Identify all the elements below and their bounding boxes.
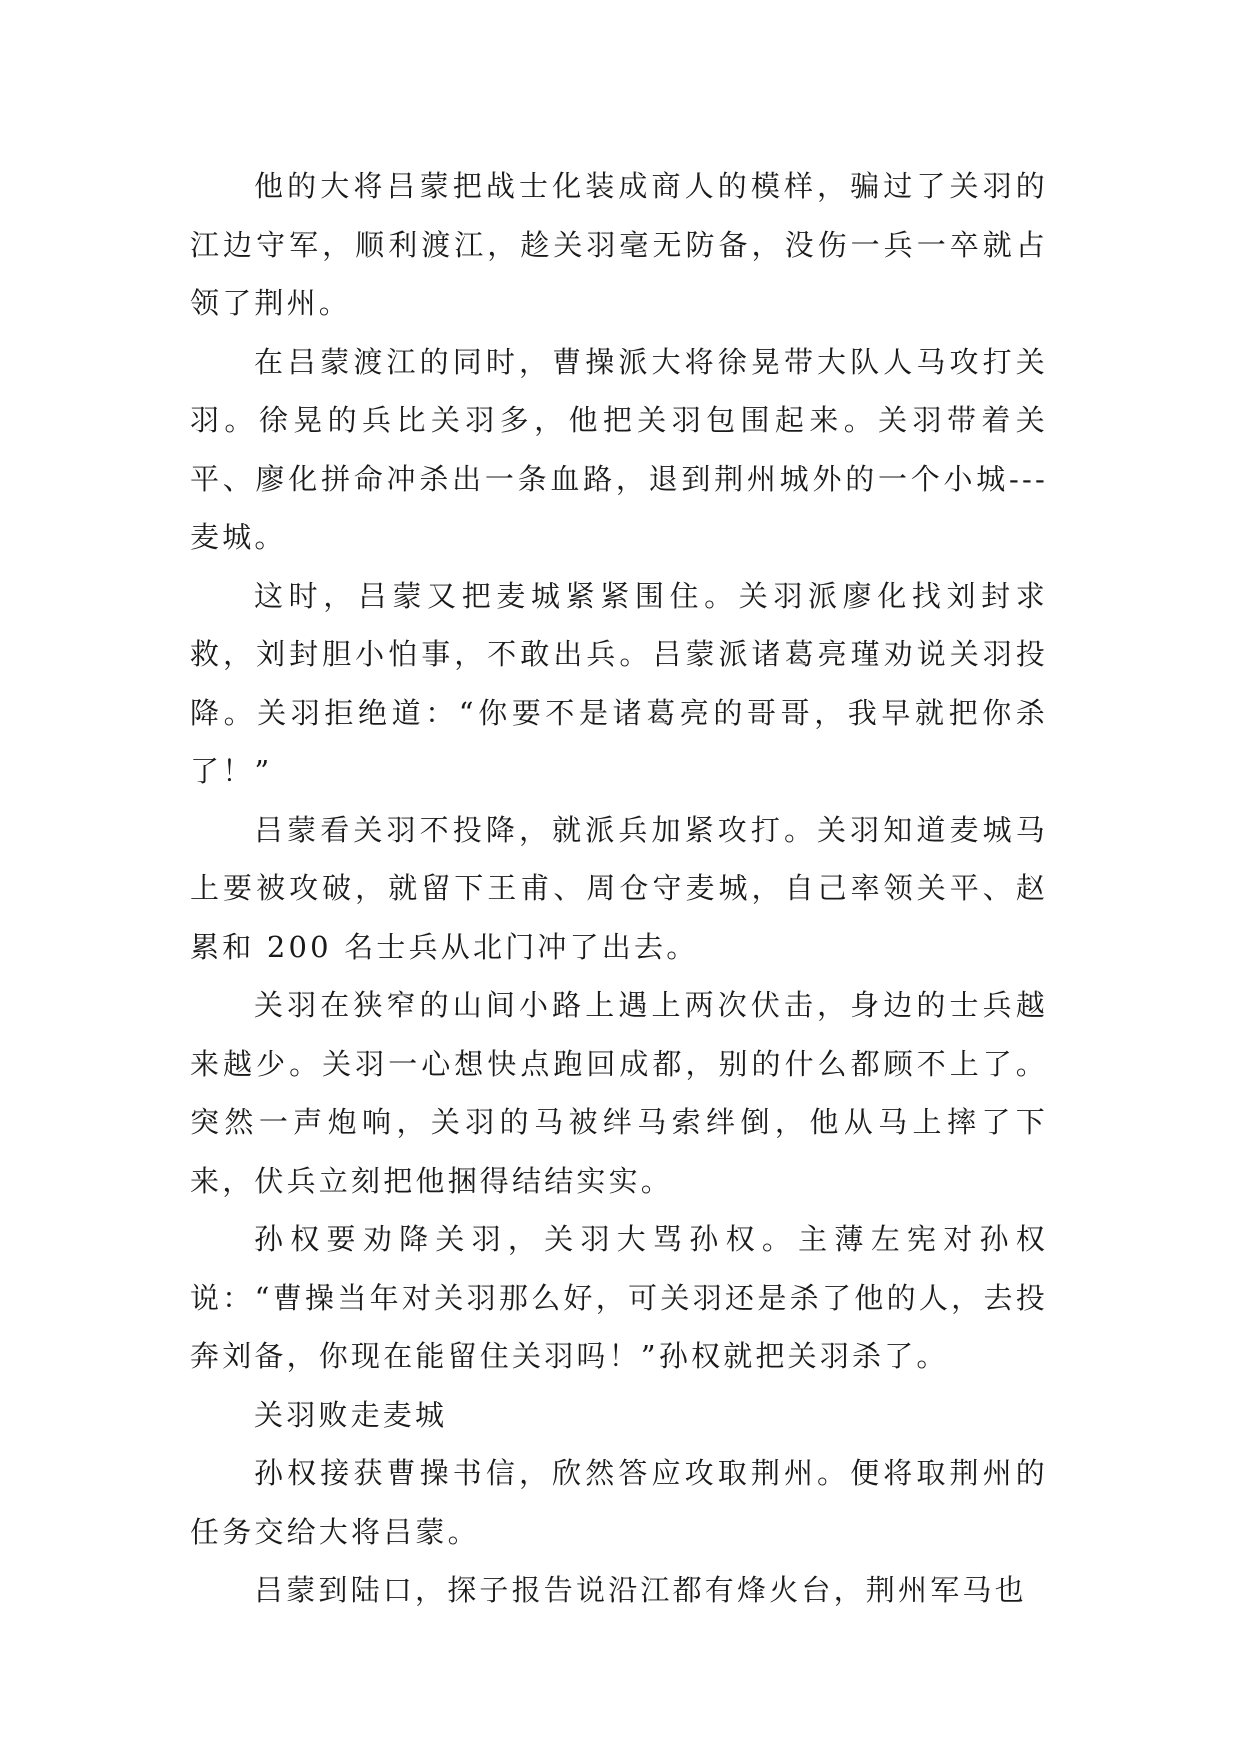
document-body	[190, 157, 1048, 1620]
paragraph: 吕蒙看关羽不投降，就派兵加紧攻打。关羽知道麦城马上要被攻破，就留下王甫、周仓守麦城，自己率领关平、赵累和 200 名士兵从北门冲了出去。	[190, 812, 1048, 964]
paragraph: 这时，吕蒙又把麦城紧紧围住。关羽派廖化找刘封求救，刘封胆小怕事，不敢出兵。吕蒙派诸葛亮瑾劝说关羽投降。关羽拒绝道：“你要不是诸葛亮的哥哥，我早就把你杀了！”	[190, 578, 1048, 788]
paragraph: 孙权接获曹操书信，欣然答应攻取荆州。便将取荆州的任务交给大将吕蒙。	[190, 1456, 1048, 1549]
paragraph: 吕蒙到陆口，探子报告说沿江都有烽火台，荆州军马也	[254, 1573, 1027, 1607]
paragraph: 关羽在狭窄的山间小路上遇上两次伏击，身边的士兵越来越少。关羽一心想快点跑回成都，别的什么都顾不上了。突然一声炮响，关羽的马被绊马索绊倒，他从马上摔了下来，伏兵立刻把他捆得结结实实。	[190, 988, 1048, 1198]
paragraph: 在吕蒙渡江的同时，曹操派大将徐晃带大队人马攻打关羽。徐晃的兵比关羽多，他把关羽包围起来。关羽带着关平、廖化拼命冲杀出一条血路，退到荆州城外的一个小城---麦城。	[190, 344, 1048, 554]
section-heading: 关羽败走麦城	[254, 1397, 448, 1432]
paragraph: 孙权要劝降关羽，关羽大骂孙权。主薄左宪对孙权说：“曹操当年对关羽那么好，可关羽还是杀了他的人，去投奔刘备，你现在能留住关羽吗！”孙权就把关羽杀了。	[190, 1222, 1048, 1373]
paragraph: 他的大将吕蒙把战士化装成商人的模样，骗过了关羽的江边守军，顺利渡江，趁关羽毫无防备，没伤一兵一卒就占领了荆州。	[190, 169, 1048, 320]
